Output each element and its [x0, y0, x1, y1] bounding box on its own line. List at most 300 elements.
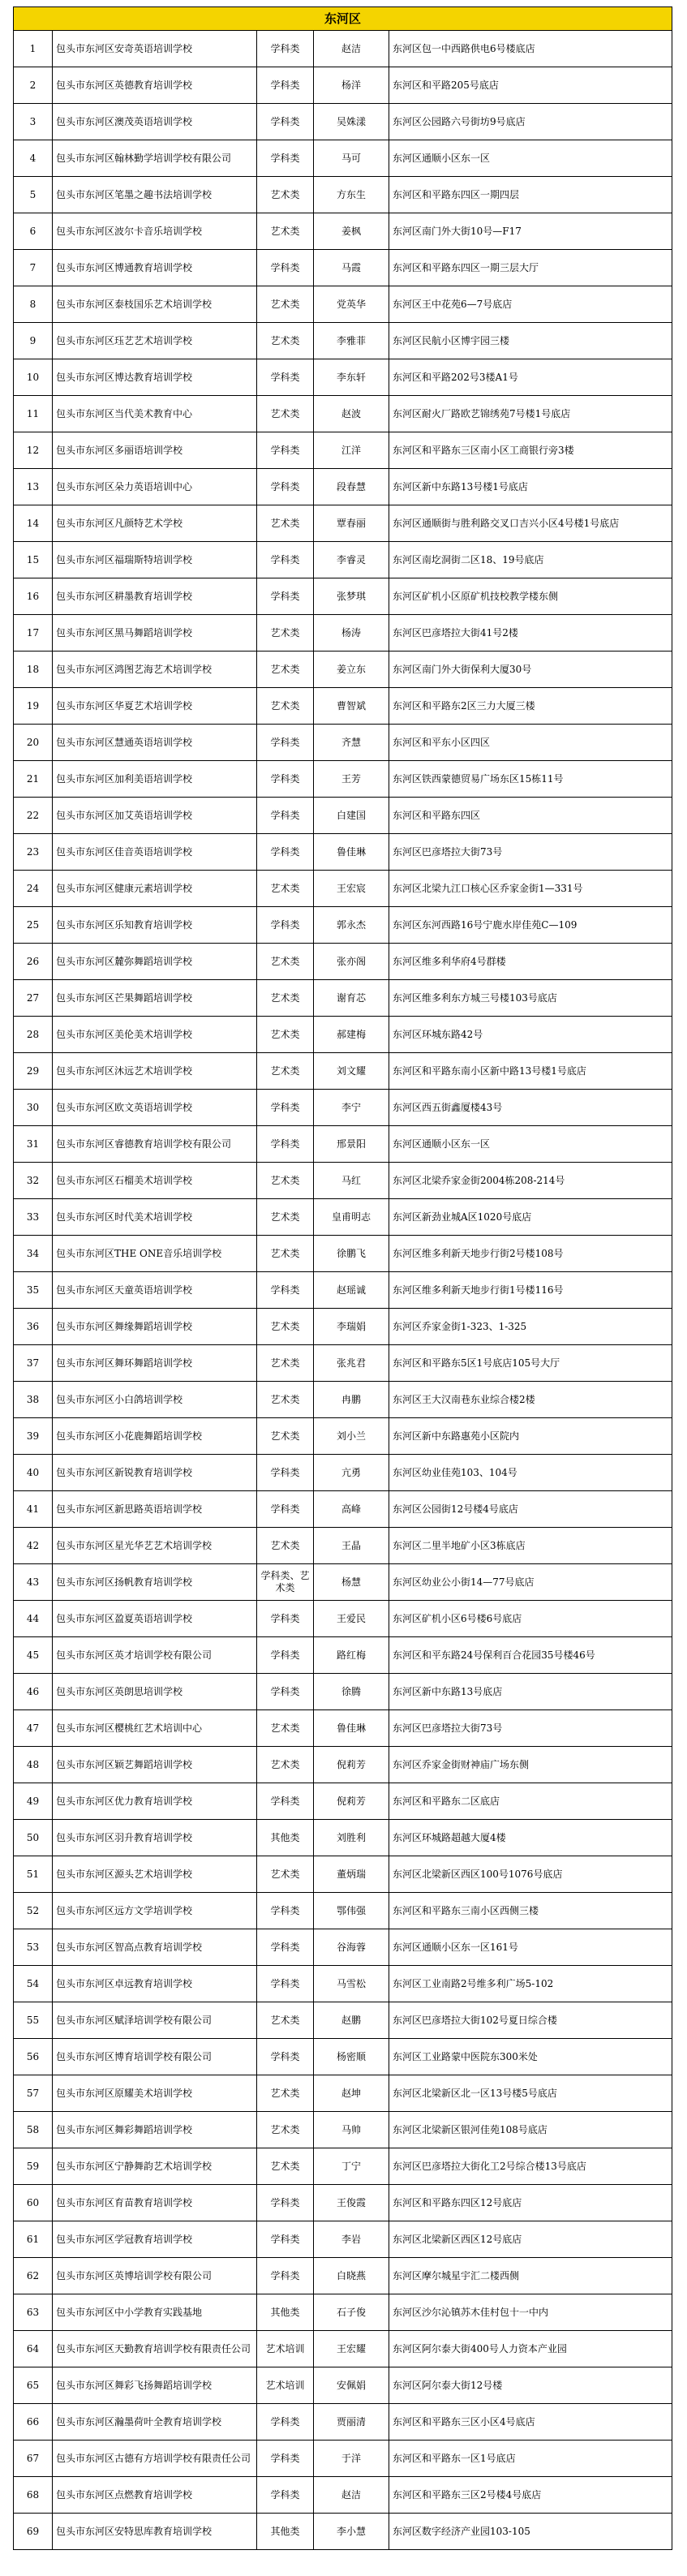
row-number: 54 [14, 1966, 53, 2002]
contact-person: 倪莉芳 [314, 1747, 389, 1783]
contact-person: 高峰 [314, 1491, 389, 1528]
category: 艺术类 [257, 1199, 314, 1236]
row-number: 52 [14, 1893, 53, 1929]
category: 艺术类 [257, 1710, 314, 1747]
table-row [14, 1710, 672, 1747]
category: 学科类 [257, 359, 314, 396]
address: 东河区维多利新天地步行街1号楼116号 [389, 1272, 672, 1309]
contact-person: 马帅 [314, 2112, 389, 2148]
school-name: 包头市东河区扬帆教育培训学校 [53, 1564, 257, 1601]
category: 学科类 [257, 67, 314, 104]
contact-person: 赵坤 [314, 2075, 389, 2112]
contact-person: 冉鹏 [314, 1382, 389, 1418]
school-name: 包头市东河区新思路英语培训学校 [53, 1491, 257, 1528]
address: 东河区铁西蒙德贸易广场东区15栋11号 [389, 761, 672, 798]
contact-person: 亢勇 [314, 1455, 389, 1491]
address: 东河区和平东路24号保利百合花园35号楼46号 [389, 1637, 672, 1674]
address: 东河区通顺小区东一区 [389, 1126, 672, 1163]
contact-person: 鄂伟强 [314, 1893, 389, 1929]
address: 东河区巴彦塔拉大街化工2号综合楼13号底店 [389, 2148, 672, 2185]
contact-person: 齐慧 [314, 725, 389, 761]
category: 学科类 [257, 104, 314, 140]
table-row [14, 652, 672, 688]
row-number: 20 [14, 725, 53, 761]
category: 学科类 [257, 907, 314, 944]
category: 学科类 [257, 2441, 314, 2477]
school-name: 包头市东河区卓远教育培训学校 [53, 1966, 257, 2002]
school-name: 包头市东河区泰枝国乐艺术培训学校 [53, 286, 257, 323]
row-number: 42 [14, 1528, 53, 1564]
contact-person: 党英华 [314, 286, 389, 323]
table-row [14, 2039, 672, 2075]
category: 艺术类 [257, 615, 314, 652]
category: 其他类 [257, 2514, 314, 2550]
table-row [14, 250, 672, 286]
school-name: 包头市东河区慧通英语培训学校 [53, 725, 257, 761]
school-name: 包头市东河区加利美语培训学校 [53, 761, 257, 798]
contact-person: 郭永杰 [314, 907, 389, 944]
row-number: 15 [14, 542, 53, 578]
school-name: 包头市东河区小白鸽培训学校 [53, 1382, 257, 1418]
table-row [14, 140, 672, 177]
table-row [14, 2441, 672, 2477]
contact-person: 石子俊 [314, 2294, 389, 2331]
table-row [14, 1272, 672, 1309]
row-number: 66 [14, 2404, 53, 2441]
row-number: 41 [14, 1491, 53, 1528]
row-number: 68 [14, 2477, 53, 2514]
address: 东河区新中东路惠苑小区院内 [389, 1418, 672, 1455]
school-name: 包头市东河区博育培训学校有限公司 [53, 2039, 257, 2075]
row-number: 33 [14, 1199, 53, 1236]
table-row [14, 213, 672, 250]
row-number: 62 [14, 2258, 53, 2294]
table-row [14, 1637, 672, 1674]
category: 学科类 [257, 542, 314, 578]
contact-person: 王芳 [314, 761, 389, 798]
table-row [14, 1309, 672, 1345]
category: 学科类 [257, 1783, 314, 1820]
contact-person: 杨慧 [314, 1564, 389, 1601]
school-name: 包头市东河区星光华艺艺术培训学校 [53, 1528, 257, 1564]
row-number: 50 [14, 1820, 53, 1856]
school-name: 包头市东河区天勤教育培训学校有限责任公司 [53, 2331, 257, 2367]
row-number: 28 [14, 1017, 53, 1053]
address: 东河区矿机小区原矿机技校教学楼东侧 [389, 578, 672, 615]
school-name: 包头市东河区石榴美术培训学校 [53, 1163, 257, 1199]
address: 东河区巴彦塔拉大街41号2楼 [389, 615, 672, 652]
table-row [14, 725, 672, 761]
category: 艺术类 [257, 1236, 314, 1272]
table-row [14, 1345, 672, 1382]
category: 学科类、艺术类 [257, 1564, 314, 1601]
table-row [14, 2294, 672, 2331]
category: 学科类 [257, 1090, 314, 1126]
school-name: 包头市东河区加艾英语培训学校 [53, 798, 257, 834]
address: 东河区东河西路16号宁鹿水岸佳苑C—109 [389, 907, 672, 944]
table-row [14, 1382, 672, 1418]
school-name: 包头市东河区优力教育培训学校 [53, 1783, 257, 1820]
contact-person: 谷海蓉 [314, 1929, 389, 1966]
school-name: 包头市东河区颖艺舞蹈培训学校 [53, 1747, 257, 1783]
row-number: 37 [14, 1345, 53, 1382]
school-name: 包头市东河区舞彩飞扬舞蹈培训学校 [53, 2367, 257, 2404]
contact-person: 张亦阁 [314, 944, 389, 980]
row-number: 6 [14, 213, 53, 250]
contact-person: 谢育芯 [314, 980, 389, 1017]
address: 东河区新中东路13号底店 [389, 1674, 672, 1710]
school-name: 包头市东河区盈夏英语培训学校 [53, 1601, 257, 1637]
address: 东河区和平路东二区底店 [389, 1783, 672, 1820]
category: 学科类 [257, 1893, 314, 1929]
school-name: 包头市东河区当代美术教育中心 [53, 396, 257, 432]
row-number: 47 [14, 1710, 53, 1747]
table-row [14, 1783, 672, 1820]
address: 东河区阿尔泰大街12号楼 [389, 2367, 672, 2404]
table-row [14, 1820, 672, 1856]
address: 东河区环城东路42号 [389, 1017, 672, 1053]
category: 艺术类 [257, 505, 314, 542]
table-row [14, 432, 672, 469]
table-row [14, 871, 672, 907]
school-name: 包头市东河区点燃教育培训学校 [53, 2477, 257, 2514]
school-name: 包头市东河区鸿图艺海艺术培训学校 [53, 652, 257, 688]
school-name: 包头市东河区睿德教育培训学校有限公司 [53, 1126, 257, 1163]
school-name: 包头市东河区黑马舞蹈培训学校 [53, 615, 257, 652]
table-row [14, 1929, 672, 1966]
table-row [14, 1017, 672, 1053]
address: 东河区通顺街与胜利路交叉口吉兴小区4号楼1号底店 [389, 505, 672, 542]
contact-person: 姜立东 [314, 652, 389, 688]
school-name: 包头市东河区原耀美术培训学校 [53, 2075, 257, 2112]
contact-person: 姜枫 [314, 213, 389, 250]
table-row [14, 1601, 672, 1637]
contact-person: 赵鹏 [314, 2002, 389, 2039]
category: 艺术类 [257, 1418, 314, 1455]
row-number: 53 [14, 1929, 53, 1966]
table-row [14, 469, 672, 505]
row-number: 7 [14, 250, 53, 286]
school-name: 包头市东河区欧文英语培训学校 [53, 1090, 257, 1126]
contact-person: 王宏宸 [314, 871, 389, 907]
table-row [14, 31, 672, 67]
category: 艺术类 [257, 980, 314, 1017]
row-number: 30 [14, 1090, 53, 1126]
address: 东河区通顺小区东一区 [389, 140, 672, 177]
table-row [14, 542, 672, 578]
address: 东河区王大汉南巷东业综合楼2楼 [389, 1382, 672, 1418]
table-row [14, 2075, 672, 2112]
table-row [14, 980, 672, 1017]
district-title: 东河区 [14, 7, 672, 31]
table-row [14, 2148, 672, 2185]
table-row [14, 1674, 672, 1710]
category: 学科类 [257, 1272, 314, 1309]
contact-person: 杨涛 [314, 615, 389, 652]
category: 学科类 [257, 140, 314, 177]
table-row [14, 1491, 672, 1528]
row-number: 2 [14, 67, 53, 104]
table-row [14, 1053, 672, 1090]
address: 东河区公园街12号楼4号底店 [389, 1491, 672, 1528]
address: 东河区巴彦塔拉大街102号夏日综合楼 [389, 2002, 672, 2039]
address: 东河区沙尔沁镇苏木佳村包十一中内 [389, 2294, 672, 2331]
category: 艺术类 [257, 1528, 314, 1564]
address: 东河区工业路蒙中医院东300米处 [389, 2039, 672, 2075]
address: 东河区和平路东一区1号底店 [389, 2441, 672, 2477]
category: 学科类 [257, 1126, 314, 1163]
address: 东河区巴彦塔拉大街73号 [389, 1710, 672, 1747]
table-row [14, 359, 672, 396]
school-name: 包头市东河区天童英语培训学校 [53, 1272, 257, 1309]
category: 艺术培训 [257, 2367, 314, 2404]
contact-person: 白建国 [314, 798, 389, 834]
address: 东河区和平路东三区2号楼4号底店 [389, 2477, 672, 2514]
row-number: 59 [14, 2148, 53, 2185]
address: 东河区南圪洞街二区18、19号底店 [389, 542, 672, 578]
school-name: 包头市东河区福瑞斯特培训学校 [53, 542, 257, 578]
row-number: 38 [14, 1382, 53, 1418]
category: 艺术类 [257, 396, 314, 432]
row-number: 32 [14, 1163, 53, 1199]
contact-person: 吴姝漾 [314, 104, 389, 140]
table-row [14, 2185, 672, 2221]
category: 学科类 [257, 1674, 314, 1710]
table-row [14, 2331, 672, 2367]
row-number: 26 [14, 944, 53, 980]
school-name: 包头市东河区舞缘舞蹈培训学校 [53, 1309, 257, 1345]
row-number: 39 [14, 1418, 53, 1455]
row-number: 11 [14, 396, 53, 432]
category: 艺术类 [257, 1856, 314, 1893]
contact-person: 王晶 [314, 1528, 389, 1564]
address: 东河区工业南路2号维多利广场5-102 [389, 1966, 672, 2002]
row-number: 65 [14, 2367, 53, 2404]
table-row [14, 2258, 672, 2294]
contact-person: 马霞 [314, 250, 389, 286]
row-number: 51 [14, 1856, 53, 1893]
category: 艺术类 [257, 286, 314, 323]
row-number: 17 [14, 615, 53, 652]
school-name: 包头市东河区舞环舞蹈培训学校 [53, 1345, 257, 1382]
address: 东河区摩尔城星宇汇二楼西侧 [389, 2258, 672, 2294]
contact-person: 王爱民 [314, 1601, 389, 1637]
contact-person: 赵波 [314, 396, 389, 432]
contact-person: 皇甫明志 [314, 1199, 389, 1236]
category: 艺术类 [257, 2148, 314, 2185]
school-name: 包头市东河区澳茂英语培训学校 [53, 104, 257, 140]
address: 东河区维多利华府4号群楼 [389, 944, 672, 980]
category: 学科类 [257, 31, 314, 67]
contact-person: 白晓燕 [314, 2258, 389, 2294]
row-number: 55 [14, 2002, 53, 2039]
address: 东河区民航小区博宇园三楼 [389, 323, 672, 359]
address: 东河区巴彦塔拉大街73号 [389, 834, 672, 871]
contact-person: 覃春丽 [314, 505, 389, 542]
row-number: 19 [14, 688, 53, 725]
row-number: 13 [14, 469, 53, 505]
school-name: 包头市东河区英博培训学校有限公司 [53, 2258, 257, 2294]
contact-person: 方东生 [314, 177, 389, 213]
row-number: 24 [14, 871, 53, 907]
table-row [14, 2221, 672, 2258]
category: 艺术类 [257, 1053, 314, 1090]
contact-person: 倪莉芳 [314, 1783, 389, 1820]
address: 东河区耐火厂路欧艺锦绣苑7号楼1号底店 [389, 396, 672, 432]
contact-person: 李瑞娟 [314, 1309, 389, 1345]
school-name: 包头市东河区朵力英语培训中心 [53, 469, 257, 505]
table-row [14, 396, 672, 432]
row-number: 12 [14, 432, 53, 469]
table-row [14, 2477, 672, 2514]
school-name: 包头市东河区珏艺艺术培训学校 [53, 323, 257, 359]
address: 东河区数字经济产业园103-105 [389, 2514, 672, 2550]
contact-person: 邢景阳 [314, 1126, 389, 1163]
row-number: 44 [14, 1601, 53, 1637]
address: 东河区和平路东三南小区西侧三楼 [389, 1893, 672, 1929]
contact-person: 于洋 [314, 2441, 389, 2477]
school-name: 包头市东河区波尔卡音乐培训学校 [53, 213, 257, 250]
contact-person: 丁宁 [314, 2148, 389, 2185]
contact-person: 刘胜利 [314, 1820, 389, 1856]
school-name: 包头市东河区赋泽培训学校有限公司 [53, 2002, 257, 2039]
contact-person: 董炳瑞 [314, 1856, 389, 1893]
row-number: 57 [14, 2075, 53, 2112]
school-name: 包头市东河区英才培训学校有限公司 [53, 1637, 257, 1674]
address: 东河区环城路超越大厦4楼 [389, 1820, 672, 1856]
row-number: 35 [14, 1272, 53, 1309]
row-number: 10 [14, 359, 53, 396]
table-row [14, 1747, 672, 1783]
school-name: 包头市东河区凡颜特艺术学校 [53, 505, 257, 542]
table-row [14, 834, 672, 871]
address: 东河区南门外大街10号—F17 [389, 213, 672, 250]
address: 东河区幼业公小街14—77号底店 [389, 1564, 672, 1601]
school-name: 包头市东河区瀚墨荷叶全教育培训学校 [53, 2404, 257, 2441]
category: 学科类 [257, 761, 314, 798]
table-row [14, 104, 672, 140]
table-row [14, 798, 672, 834]
address: 东河区二里半地矿小区3栋底店 [389, 1528, 672, 1564]
row-number: 31 [14, 1126, 53, 1163]
contact-person: 刘文耀 [314, 1053, 389, 1090]
row-number: 3 [14, 104, 53, 140]
row-number: 67 [14, 2441, 53, 2477]
address: 东河区新劲业城A区1020号底店 [389, 1199, 672, 1236]
category: 艺术类 [257, 1163, 314, 1199]
table-row [14, 2514, 672, 2550]
address: 东河区南门外大街保利大厦30号 [389, 652, 672, 688]
school-name: 包头市东河区安奇英语培训学校 [53, 31, 257, 67]
category: 其他类 [257, 1820, 314, 1856]
address: 东河区北梁新区银河佳苑108号底店 [389, 2112, 672, 2148]
school-name: 包头市东河区智高点教育培训学校 [53, 1929, 257, 1966]
address: 东河区北梁新区西区12号底店 [389, 2221, 672, 2258]
table-row [14, 1418, 672, 1455]
row-number: 29 [14, 1053, 53, 1090]
school-name: 包头市东河区博达教育培训学校 [53, 359, 257, 396]
table-row [14, 1893, 672, 1929]
contact-person: 杨洋 [314, 67, 389, 104]
address: 东河区和平路东四区 [389, 798, 672, 834]
category: 艺术类 [257, 688, 314, 725]
address: 东河区和平路东四区12号底店 [389, 2185, 672, 2221]
category: 艺术培训 [257, 2331, 314, 2367]
contact-person: 段春慧 [314, 469, 389, 505]
contact-person: 江洋 [314, 432, 389, 469]
table-row [14, 67, 672, 104]
row-number: 43 [14, 1564, 53, 1601]
address: 东河区通顺小区东一区161号 [389, 1929, 672, 1966]
category: 学科类 [257, 798, 314, 834]
contact-person: 马红 [314, 1163, 389, 1199]
category: 学科类 [257, 2404, 314, 2441]
table-row [14, 1163, 672, 1199]
row-number: 14 [14, 505, 53, 542]
category: 艺术类 [257, 652, 314, 688]
school-name: 包头市东河区乐知教育培训学校 [53, 907, 257, 944]
contact-person: 张兆君 [314, 1345, 389, 1382]
table-row [14, 1528, 672, 1564]
category: 艺术类 [257, 213, 314, 250]
address: 东河区北梁新区西区100号1076号底店 [389, 1856, 672, 1893]
address: 东河区和平路东三区小区4号底店 [389, 2404, 672, 2441]
table-row [14, 944, 672, 980]
row-number: 60 [14, 2185, 53, 2221]
row-number: 61 [14, 2221, 53, 2258]
category: 学科类 [257, 2477, 314, 2514]
table-row [14, 907, 672, 944]
address: 东河区西五街鑫厦楼43号 [389, 1090, 672, 1126]
contact-person: 王宏耀 [314, 2331, 389, 2367]
table-row [14, 2002, 672, 2039]
address: 东河区包一中西路供电6号楼底店 [389, 31, 672, 67]
address: 东河区北梁九江口核心区乔家金街1—331号 [389, 871, 672, 907]
category: 艺术类 [257, 323, 314, 359]
category: 学科类 [257, 432, 314, 469]
school-name: 包头市东河区舞彩舞蹈培训学校 [53, 2112, 257, 2148]
address: 东河区公园路六号街坊9号底店 [389, 104, 672, 140]
contact-person: 李宁 [314, 1090, 389, 1126]
category: 学科类 [257, 1637, 314, 1674]
contact-person: 马雪松 [314, 1966, 389, 2002]
contact-person: 路红梅 [314, 1637, 389, 1674]
category: 学科类 [257, 2039, 314, 2075]
row-number: 46 [14, 1674, 53, 1710]
category: 学科类 [257, 250, 314, 286]
school-name: 包头市东河区美伦美术培训学校 [53, 1017, 257, 1053]
school-name: 包头市东河区翰林勤学培训学校有限公司 [53, 140, 257, 177]
row-number: 25 [14, 907, 53, 944]
category: 学科类 [257, 1601, 314, 1637]
category: 学科类 [257, 469, 314, 505]
address: 东河区乔家金街财神庙广场东侧 [389, 1747, 672, 1783]
school-name: 包头市东河区樱桃红艺术培训中心 [53, 1710, 257, 1747]
contact-person: 马可 [314, 140, 389, 177]
row-number: 18 [14, 652, 53, 688]
school-name: 包头市东河区芒果舞蹈培训学校 [53, 980, 257, 1017]
row-number: 34 [14, 1236, 53, 1272]
school-name: 包头市东河区小花鹿舞蹈培训学校 [53, 1418, 257, 1455]
school-name: 包头市东河区安特思库教育培训学校 [53, 2514, 257, 2550]
row-number: 16 [14, 578, 53, 615]
table-row [14, 2367, 672, 2404]
row-number: 9 [14, 323, 53, 359]
address: 东河区和平路东四区一期三层大厅 [389, 250, 672, 286]
table-row [14, 615, 672, 652]
table-row [14, 1455, 672, 1491]
category: 学科类 [257, 578, 314, 615]
